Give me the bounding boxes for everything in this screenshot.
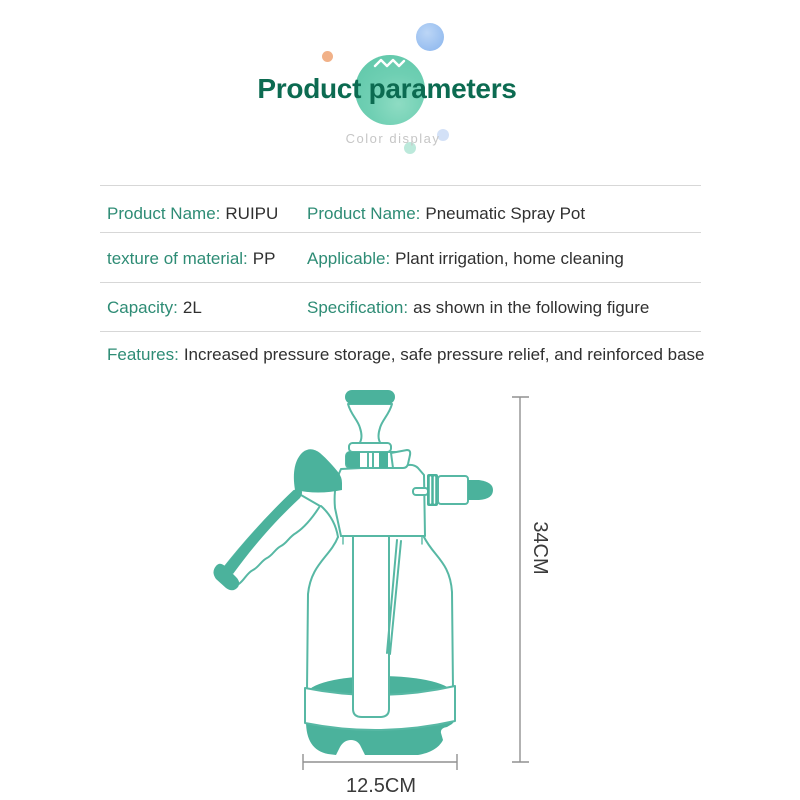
- pump-cylinder: [353, 537, 389, 717]
- height-dimension-label: 34CM: [529, 521, 551, 575]
- pump-knob: [345, 390, 395, 452]
- spec-label: Applicable:: [307, 249, 391, 268]
- spec-label: Features:: [107, 345, 179, 364]
- bottle-body: [307, 537, 338, 690]
- spec-value: 2L: [182, 298, 202, 317]
- pump-collar: [346, 450, 410, 468]
- spec-value: RUIPU: [225, 204, 279, 223]
- sprayer-head: [335, 465, 425, 536]
- subtitle: Color display: [345, 131, 441, 146]
- spec-value: as shown in the following figure: [413, 298, 650, 317]
- handle: [214, 449, 343, 590]
- spec-value: PP: [252, 249, 276, 268]
- spec-label: Capacity:: [107, 298, 178, 317]
- spec-label: Product Name:: [107, 204, 221, 223]
- spec-label: texture of material:: [107, 249, 248, 268]
- spec-label: Product Name:: [307, 204, 421, 223]
- page-title: Product parameters: [257, 73, 517, 104]
- width-dimension-label: 12.5CM: [345, 775, 417, 797]
- spec-label: Specification:: [307, 298, 409, 317]
- spec-value: Pneumatic Spray Pot: [425, 204, 586, 223]
- spec-value: Plant irrigation, home cleaning: [395, 249, 624, 268]
- spec-value: Increased pressure storage, safe pressure relief, and reinforced base: [183, 345, 705, 364]
